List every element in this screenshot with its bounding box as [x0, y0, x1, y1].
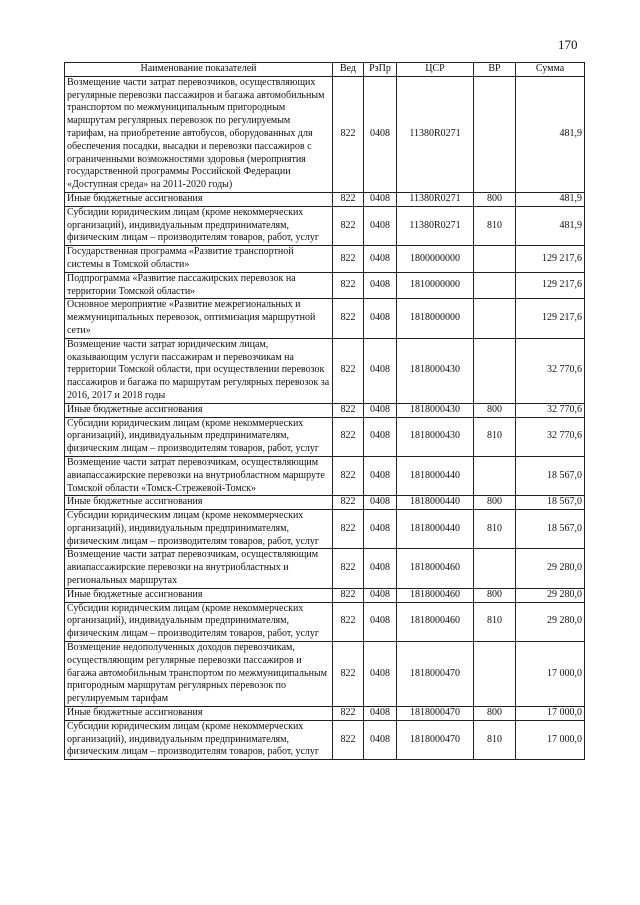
table-row [65, 707, 585, 721]
cell-ved: 822 [333, 417, 364, 456]
cell-ved: 822 [333, 510, 364, 549]
cell-vr: 810 [474, 720, 516, 759]
cell-sum: 129 217,6 [516, 272, 585, 299]
table-row [65, 588, 585, 602]
cell-sum: 18 567,0 [516, 496, 585, 510]
cell-name: Возмещение части затрат юридическим лицам, оказывающим услуги пассажирам и перевозчикам на территории Томской области, при осуществлении перевозок пассажиров и багажа по маршрутам регулярных перевозок за 2016, 2017 и 2018 годы [65, 338, 333, 403]
table-row [65, 206, 585, 245]
header-rzpr: РзПр [364, 63, 397, 77]
cell-csr: 1818000440 [397, 496, 474, 510]
cell-name: Субсидии юридическим лицам (кроме некоммерческих организаций), индивидуальным предпринимателям, физическим лицам – производителям товаров, работ, услуг [65, 720, 333, 759]
cell-name: Возмещение части затрат перевозчикам, осуществляющим авиапассажирские перевозки на внутриобластном маршруте Томской области «Томск-Стрежевой-Томск» [65, 456, 333, 495]
header-csr: ЦСР [397, 63, 474, 77]
table-row [65, 192, 585, 206]
cell-sum: 17 000,0 [516, 707, 585, 721]
cell-rzpr: 0408 [364, 76, 397, 192]
cell-csr: 1818000440 [397, 456, 474, 495]
cell-vr [474, 299, 516, 338]
cell-sum: 29 280,0 [516, 602, 585, 641]
cell-name: Иные бюджетные ассигнования [65, 588, 333, 602]
cell-name: Иные бюджетные ассигнования [65, 403, 333, 417]
header-name: Наименование показателей [65, 63, 333, 77]
cell-name: Основное мероприятие «Развитие межрегиональных и межмуниципальных перевозок, оптимизация маршрутной сети» [65, 299, 333, 338]
cell-vr [474, 76, 516, 192]
cell-ved: 822 [333, 602, 364, 641]
cell-ved: 822 [333, 206, 364, 245]
header-sum: Сумма [516, 63, 585, 77]
cell-name: Возмещение недополученных доходов перевозчикам, осуществляющим регулярные перевозки пассажиров и багажа автомобильным транспортом по межмуниципальным пригородным маршрутам регулярных перевозок по регулируемым тарифам [65, 642, 333, 707]
cell-ved: 822 [333, 642, 364, 707]
cell-ved: 822 [333, 246, 364, 273]
cell-name: Подпрограмма «Развитие пассажирских перевозок на территории Томской области» [65, 272, 333, 299]
table-row [65, 549, 585, 588]
cell-vr: 800 [474, 588, 516, 602]
cell-rzpr: 0408 [364, 272, 397, 299]
cell-ved: 822 [333, 299, 364, 338]
table-row [65, 456, 585, 495]
cell-csr: 1818000430 [397, 338, 474, 403]
cell-vr [474, 272, 516, 299]
cell-rzpr: 0408 [364, 588, 397, 602]
cell-name: Субсидии юридическим лицам (кроме некоммерческих организаций), индивидуальным предпринимателям, физическим лицам – производителям товаров, работ, услуг [65, 206, 333, 245]
cell-csr: 1818000470 [397, 642, 474, 707]
cell-vr: 800 [474, 496, 516, 510]
cell-ved: 822 [333, 192, 364, 206]
cell-csr: 1818000460 [397, 588, 474, 602]
cell-vr [474, 456, 516, 495]
cell-sum: 18 567,0 [516, 456, 585, 495]
cell-rzpr: 0408 [364, 403, 397, 417]
cell-rzpr: 0408 [364, 299, 397, 338]
cell-vr: 800 [474, 192, 516, 206]
cell-ved: 822 [333, 403, 364, 417]
cell-sum: 32 770,6 [516, 403, 585, 417]
cell-vr [474, 338, 516, 403]
cell-sum: 481,9 [516, 76, 585, 192]
cell-name: Иные бюджетные ассигнования [65, 496, 333, 510]
cell-csr: 1818000470 [397, 707, 474, 721]
header-vr: ВР [474, 63, 516, 77]
cell-sum: 29 280,0 [516, 588, 585, 602]
cell-sum: 17 000,0 [516, 720, 585, 759]
table-row [65, 720, 585, 759]
page-number: 170 [558, 37, 578, 52]
cell-csr: 1818000460 [397, 549, 474, 588]
cell-sum: 129 217,6 [516, 299, 585, 338]
cell-ved: 822 [333, 588, 364, 602]
cell-vr: 810 [474, 510, 516, 549]
cell-vr: 800 [474, 707, 516, 721]
cell-name: Возмещение части затрат перевозчиков, осуществляющих регулярные перевозки пассажиров и багажа автомобильным транспортом по межмуниципальным пригородным маршрутам регулярных перевозок по регулируемым тарифам, на приобретение автобусов, оборудованных для обеспечения посадки, высадки и перевозки пассажиров с ограниченными возможностями здоровья (мероприятия государственной программы Российской Федерации «Доступная среда» на 2011-2020 годы) [65, 76, 333, 192]
cell-ved: 822 [333, 456, 364, 495]
cell-sum: 129 217,6 [516, 246, 585, 273]
table-row [65, 299, 585, 338]
cell-csr: 1818000430 [397, 403, 474, 417]
cell-vr: 800 [474, 403, 516, 417]
cell-sum: 17 000,0 [516, 642, 585, 707]
table-row [65, 403, 585, 417]
cell-csr: 11380R0271 [397, 76, 474, 192]
cell-csr: 1818000460 [397, 602, 474, 641]
cell-ved: 822 [333, 707, 364, 721]
cell-csr: 11380R0271 [397, 192, 474, 206]
table-body [65, 76, 585, 759]
cell-csr: 1818000440 [397, 510, 474, 549]
table-row [65, 642, 585, 707]
cell-rzpr: 0408 [364, 707, 397, 721]
cell-name: Иные бюджетные ассигнования [65, 707, 333, 721]
cell-name: Иные бюджетные ассигнования [65, 192, 333, 206]
cell-csr: 1818000000 [397, 299, 474, 338]
cell-rzpr: 0408 [364, 720, 397, 759]
table-row [65, 510, 585, 549]
cell-rzpr: 0408 [364, 456, 397, 495]
budget-table [64, 62, 585, 760]
cell-sum: 481,9 [516, 206, 585, 245]
cell-ved: 822 [333, 549, 364, 588]
cell-name: Государственная программа «Развитие транспортной системы в Томской области» [65, 246, 333, 273]
cell-rzpr: 0408 [364, 192, 397, 206]
table-row [65, 338, 585, 403]
cell-vr [474, 246, 516, 273]
cell-ved: 822 [333, 76, 364, 192]
cell-sum: 481,9 [516, 192, 585, 206]
cell-ved: 822 [333, 720, 364, 759]
cell-rzpr: 0408 [364, 417, 397, 456]
cell-csr: 1818000430 [397, 417, 474, 456]
cell-csr: 11380R0271 [397, 206, 474, 245]
cell-name: Субсидии юридическим лицам (кроме некоммерческих организаций), индивидуальным предпринимателям, физическим лицам – производителям товаров, работ, услуг [65, 417, 333, 456]
cell-ved: 822 [333, 338, 364, 403]
cell-csr: 1800000000 [397, 246, 474, 273]
cell-name: Субсидии юридическим лицам (кроме некоммерческих организаций), индивидуальным предпринимателям, физическим лицам – производителям товаров, работ, услуг [65, 602, 333, 641]
cell-vr: 810 [474, 417, 516, 456]
table-row [65, 602, 585, 641]
cell-vr [474, 642, 516, 707]
cell-rzpr: 0408 [364, 602, 397, 641]
cell-vr [474, 549, 516, 588]
cell-rzpr: 0408 [364, 246, 397, 273]
cell-sum: 29 280,0 [516, 549, 585, 588]
cell-rzpr: 0408 [364, 642, 397, 707]
cell-sum: 32 770,6 [516, 338, 585, 403]
cell-name: Возмещение части затрат перевозчикам, осуществляющим авиапассажирские перевозки на внутриобластных и региональных маршрутах [65, 549, 333, 588]
table-header-row [65, 63, 585, 77]
cell-csr: 1810000000 [397, 272, 474, 299]
cell-sum: 18 567,0 [516, 510, 585, 549]
table-row [65, 417, 585, 456]
table-row [65, 272, 585, 299]
cell-csr: 1818000470 [397, 720, 474, 759]
table-row [65, 76, 585, 192]
cell-sum: 32 770,6 [516, 417, 585, 456]
cell-ved: 822 [333, 272, 364, 299]
header-ved: Вед [333, 63, 364, 77]
table-row [65, 246, 585, 273]
cell-vr: 810 [474, 206, 516, 245]
cell-ved: 822 [333, 496, 364, 510]
cell-name: Субсидии юридическим лицам (кроме некоммерческих организаций), индивидуальным предпринимателям, физическим лицам – производителям товаров, работ, услуг [65, 510, 333, 549]
cell-vr: 810 [474, 602, 516, 641]
cell-rzpr: 0408 [364, 549, 397, 588]
cell-rzpr: 0408 [364, 206, 397, 245]
cell-rzpr: 0408 [364, 496, 397, 510]
table-row [65, 496, 585, 510]
cell-rzpr: 0408 [364, 338, 397, 403]
cell-rzpr: 0408 [364, 510, 397, 549]
